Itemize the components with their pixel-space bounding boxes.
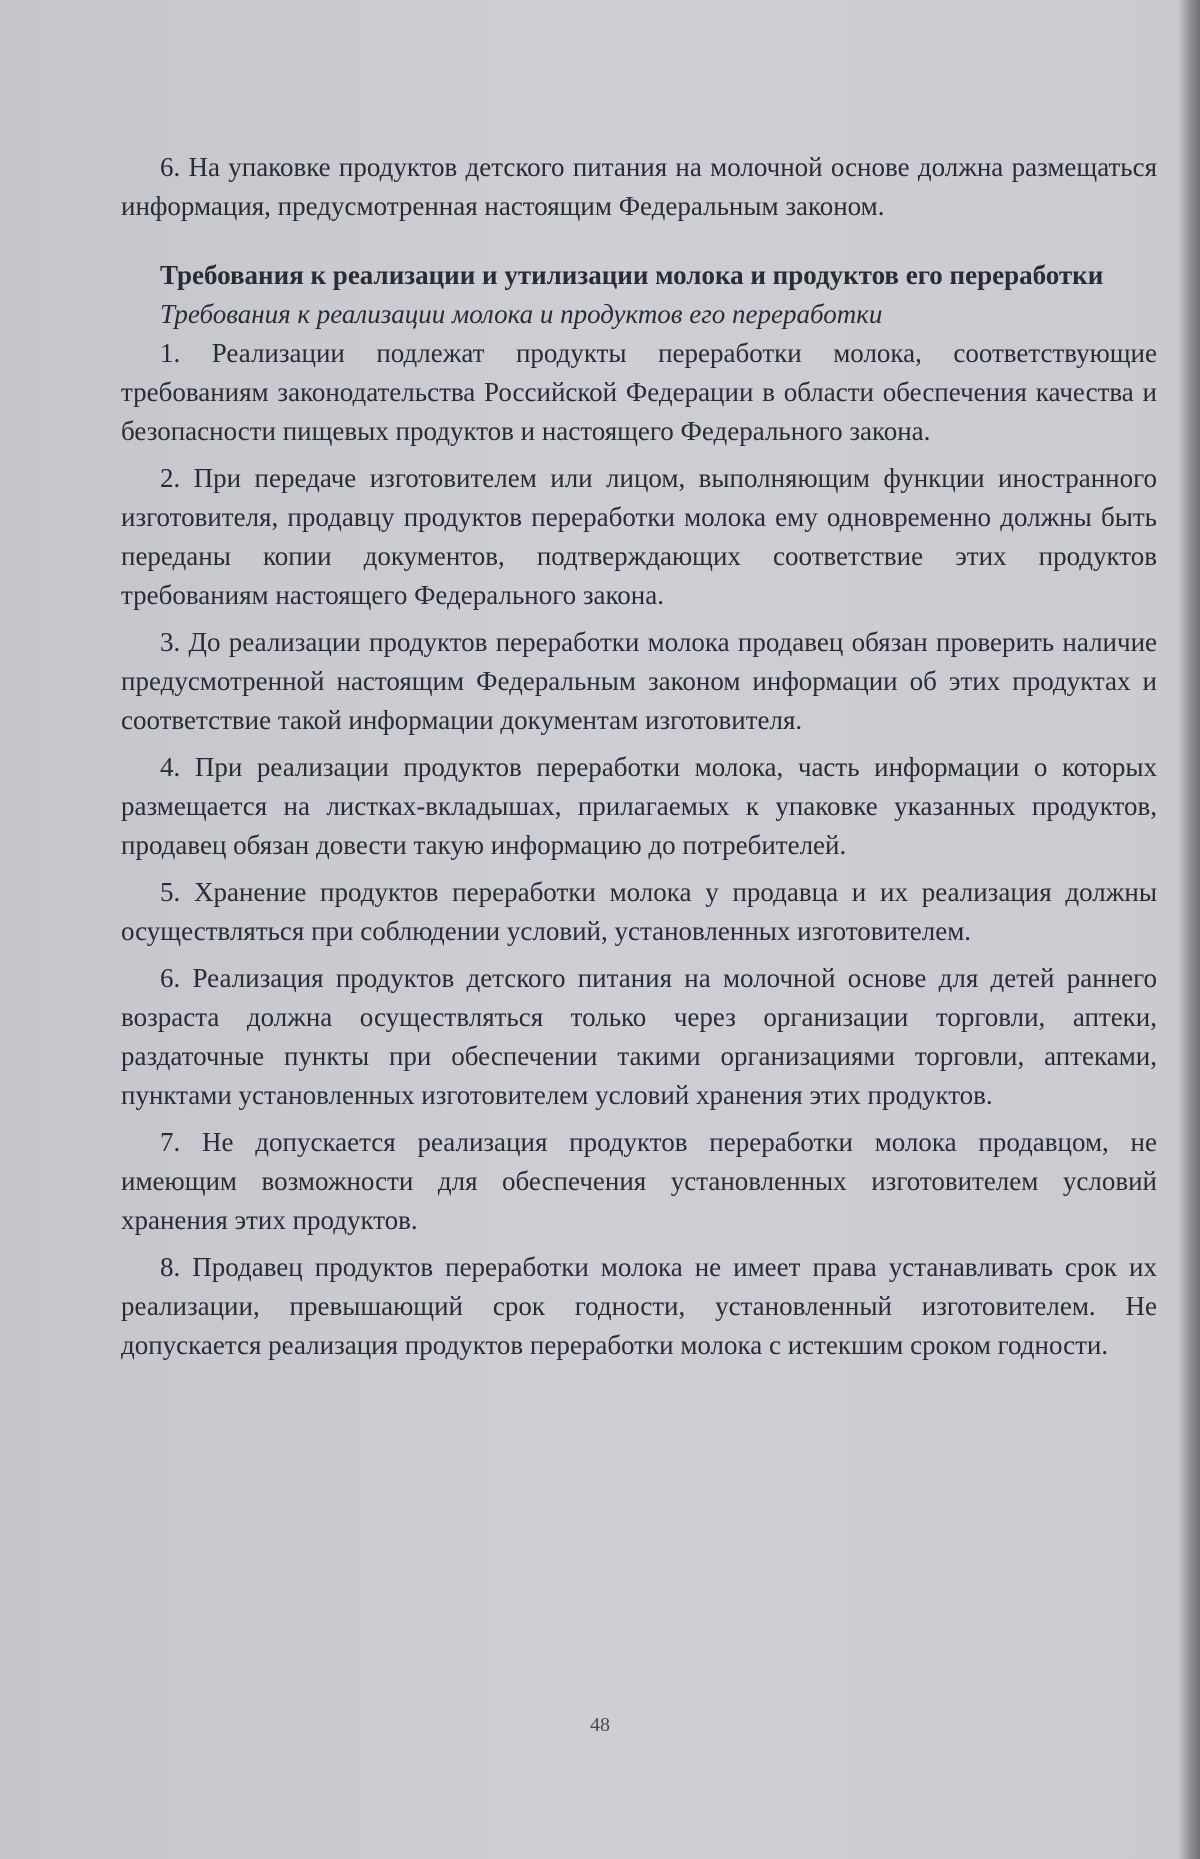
section-heading: Требования к реализации и утилизации молока и продуктов его переработки	[160, 260, 1104, 290]
paragraph-6-packaging: 6. На упаковке продуктов детского питания на молочной основе должна размещаться информация, предусмотренная настоящим Федеральным законом.	[121, 152, 1157, 221]
document-page	[121, 148, 1157, 1373]
paragraph-3: 3. До реализации продуктов переработки молока продавец обязан проверить наличие предусмотренной настоящим Федеральным законом информации об этих продуктах и соответствие такой информации документам изготовителя.	[121, 627, 1157, 735]
paragraph-7: 7. Не допускается реализация продуктов переработки молока продавцом, не имеющим возможности для обеспечения установленных изготовителем условий хранения этих продуктов.	[121, 1127, 1157, 1235]
paragraph-8: 8. Продавец продуктов переработки молока не имеет права устанавливать срок их реализации, превышающий срок годности, установленный изготовителем. Не допускается реализация продуктов переработки молока с истекшим сроком годности.	[121, 1252, 1157, 1360]
section-subheading: Требования к реализации молока и продуктов его переработки	[160, 299, 883, 329]
page-number: 48	[590, 1714, 610, 1736]
paragraph-1: 1. Реализации подлежат продукты переработки молока, соответствующие требованиям законодательства Российской Федерации в области обеспечения качества и безопасности пищевых продуктов и настоящего Федерального закона.	[121, 338, 1157, 446]
page-edge-shadow	[1178, 0, 1200, 1859]
paragraph-4: 4. При реализации продуктов переработки молока, часть информации о которых размещается на листках-вкладышах, прилагаемых к упаковке указанных продуктов, продавец обязан довести такую информацию до потребителей.	[121, 752, 1157, 860]
paragraph-6: 6. Реализация продуктов детского питания на молочной основе для детей раннего возраста должна осуществляться только через организации торговли, аптеки, раздаточные пункты при обеспечении такими организациями торговли, аптеками, пунктами установленных изготовителем условий хранения этих продуктов.	[121, 963, 1157, 1110]
paragraph-5: 5. Хранение продуктов переработки молока у продавца и их реализация должны осуществляться при соблюдении условий, установленных изготовителем.	[121, 877, 1157, 946]
paragraph-2: 2. При передаче изготовителем или лицом, выполняющим функции иностранного изготовителя, продавцу продуктов переработки молока ему одновременно должны быть переданы копии документов, подтверждающих соответствие этих продуктов требованиям настоящего Федерального закона.	[121, 463, 1157, 610]
